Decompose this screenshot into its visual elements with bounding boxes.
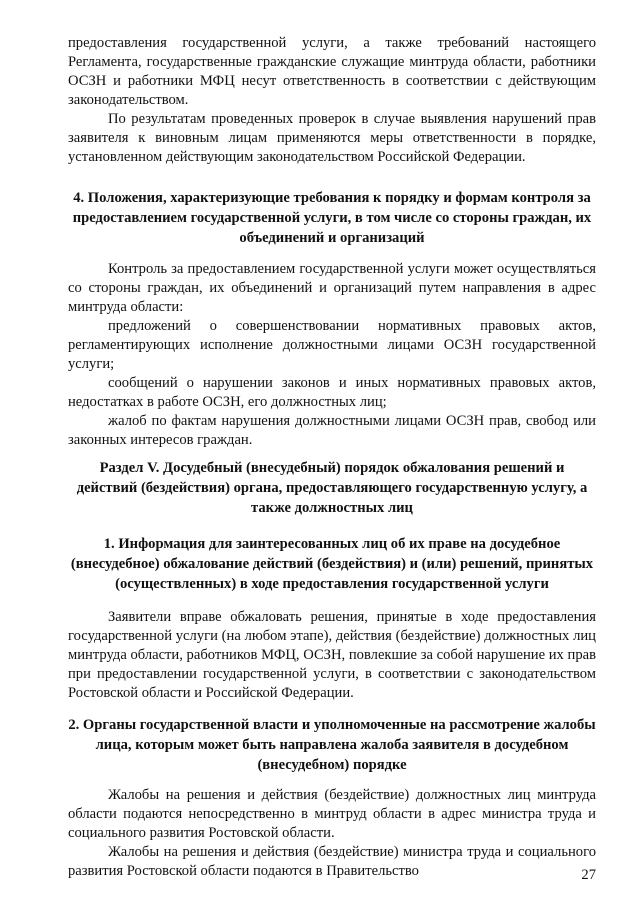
paragraph: Контроль за предоставлением государственной услуги может осуществляться со стороны граждан, их объединений и организаций путем направления в адрес минтруда области: bbox=[68, 261, 596, 315]
section-4-heading: 4. Положения, характеризующие требования к порядку и формам контроля за предоставлением государственной услуги, в том числе со стороны граждан, их объединений и организаций bbox=[72, 190, 592, 246]
paragraph: Заявители вправе обжаловать решения, принятые в ходе предоставления государственной услуги (на любом этапе), действия (бездействие) должностных лиц минтруда области, работников МФЦ, ОСЗН, повлекшие за собой нарушение их прав при предоставлении государственной услуги, в соответствии с законодательством Ростовской области и Российской Федерации. bbox=[68, 609, 596, 701]
paragraph: По результатам проведенных проверок в случае выявления нарушений прав заявителя к виновным лицам применяются меры ответственности в порядке, установленном действующим законодательством Российской Федерации. bbox=[68, 111, 596, 165]
list-item: сообщений о нарушении законов и иных нормативных правовых актов, недостатках в работе ОСЗН, его должностных лиц; bbox=[68, 375, 596, 410]
subsection-2-heading: 2. Органы государственной власти и уполномоченные на рассмотрение жалобы лица, которым может быть направлена жалоба заявителя в досудебном (внесудебном) порядке bbox=[68, 717, 596, 773]
page-number: 27 bbox=[581, 867, 596, 883]
paragraph: Жалобы на решения и действия (бездействие) министра труда и социального развития Ростовской области подаются в Правительство bbox=[68, 844, 596, 879]
paragraph: предоставления государственной услуги, а также требований настоящего Регламента, государственные гражданские служащие минтруда области, работники ОСЗН и работники МФЦ несут ответственность в соответствии с действующим законодательством. bbox=[68, 35, 596, 108]
section-5-heading: Раздел V. Досудебный (внесудебный) порядок обжалования решений и действий (бездействия) органа, предоставляющего государственную услугу, а также должностных лиц bbox=[76, 460, 588, 516]
list-item: жалоб по фактам нарушения должностными лицами ОСЗН прав, свобод или законных интересов граждан. bbox=[68, 413, 596, 448]
list-item: предложений о совершенствовании нормативных правовых актов, регламентирующих исполнение должностными лицами ОСЗН государственной услуги; bbox=[68, 318, 596, 372]
subsection-1-heading: 1. Информация для заинтересованных лиц об их праве на досудебное (внесудебное) обжалование действий (бездействия) и (или) решений, принятых (осуществленных) в ходе предоставления государственной услуги bbox=[70, 536, 594, 592]
paragraph: Жалобы на решения и действия (бездействие) должностных лиц минтруда области подаются непосредственно в минтруд области в адрес министра труда и социального развития Ростовской области. bbox=[68, 787, 596, 841]
document-body bbox=[68, 34, 596, 881]
